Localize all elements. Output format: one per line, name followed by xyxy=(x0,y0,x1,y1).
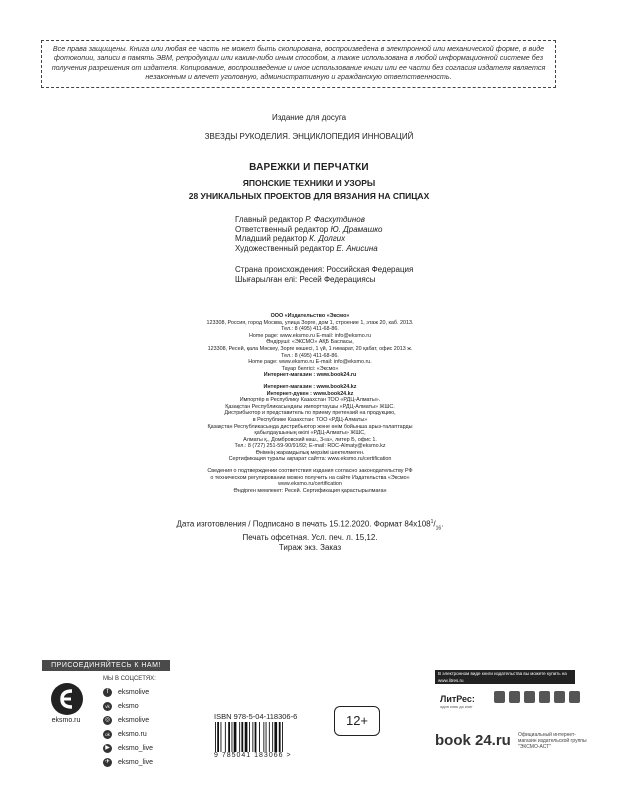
windows-icon xyxy=(524,691,535,703)
vk-icon: vk xyxy=(103,702,112,711)
publisher-line: Импортёр в Республику Казахстан ТОО «РДЦ-Алматы». xyxy=(239,397,381,404)
publisher-line: Тауар белгісі: «Эксмо» xyxy=(281,365,339,372)
credit-line: Младший редактор К. Долгих xyxy=(235,234,346,244)
book-subtitle-2: 28 УНИКАЛЬНЫХ ПРОЕКТОВ ДЛЯ ВЯЗАНИЯ НА СПИЦАХ xyxy=(188,191,430,201)
facebook-icon: f xyxy=(103,688,112,697)
publisher-line: Дистрибьютор и представитель по приему претензий на продукцию, xyxy=(224,410,396,417)
publisher-line: Сведения о подтверждении соответствия издания согласно законодательству РФ xyxy=(207,468,413,475)
publisher-line: в Республике Казахстан: ТОО «РДЦ-Алматы» xyxy=(252,416,368,423)
tablet-icon xyxy=(569,691,580,703)
publisher-line: www.eksmo.ru/certification xyxy=(278,481,342,488)
book-subtitle: ЯПОНСКИЕ ТЕХНИКИ И УЗОРЫ xyxy=(242,178,376,188)
publisher-line: Сертификация туралы ақпарат сайтта: www.eksmo.ru/certification xyxy=(228,456,392,463)
age-rating: 12+ xyxy=(334,706,380,736)
publisher-line: Интернет-магазин : www.book24.kz xyxy=(263,383,357,390)
litres-tagline: один клик до книг xyxy=(440,704,473,709)
production-line: Тираж экз. Заказ xyxy=(278,543,342,553)
social-instagram[interactable]: ◎ eksmolive xyxy=(104,717,150,724)
credit-line: Главный редактор Р. Фасхутдинов xyxy=(235,215,365,224)
odnoklassniki-icon: ok xyxy=(103,730,112,739)
social-heading: МЫ В СОЦСЕТЯХ: xyxy=(103,676,156,682)
join-us-banner: ПРИСОЕДИНЯЙТЕСЬ К НАМ! xyxy=(42,660,170,671)
publisher-line: 123308, Россия, город Москва, улица Зорге, дом 1, строение 1, этаж 20, каб. 2013. xyxy=(206,319,414,326)
social-vk[interactable]: vk eksmo xyxy=(103,702,139,711)
isbn: ISBN 978-5-04-118306-6 xyxy=(214,712,298,721)
social-facebook[interactable]: f eksmolive xyxy=(103,688,149,697)
book-title: ВАРЕЖКИ И ПЕРЧАТКИ xyxy=(249,162,369,173)
app-store-icons xyxy=(494,691,580,703)
publisher-line: ООО «Издательство «Эксмо» xyxy=(270,313,350,319)
litres-banner: В электронном виде книги издательства вы можете купить на www.litres.ru xyxy=(435,670,575,684)
telegram-icon: ✈ xyxy=(104,759,111,765)
production-line: Дата изготовления / Подписано в печать 15.12.2020. Формат $84х108^1/_{16}$. xyxy=(176,519,444,532)
publisher-line: Home page: www.eksmo.ru E-mail: info@eksmo.ru. xyxy=(248,359,372,366)
mobile-icon xyxy=(539,691,550,703)
litres-logo: ЛитРес: xyxy=(440,694,475,704)
publisher-info xyxy=(160,313,460,494)
origin-country: Страна происхождения: Российская Федерация xyxy=(235,265,414,274)
copyright-notice: Все права защищены. Книга или любая ее часть не может быть скопирована, воспроизведена в электронной или механической форме, в виде фотокопии, записи в память ЭВМ, репродукции или каким-либо иным способом, а также использована в любой информационной системе без получения разрешения от издателя. Копирование, воспроизведение и иное использование книги или ее части без согласия издателя является незаконным и влечет уголовную, административную и гражданскую ответственность. xyxy=(41,40,556,88)
credit-line: Ответственный редактор Ю. Драмашко xyxy=(235,224,383,234)
publisher-line: қабылдаушының өкілі «РДЦ-Алматы» ЖШС, xyxy=(254,430,366,437)
publisher-line: Интернет-магазин : www.book24.ru xyxy=(263,372,357,379)
book24-logo: book 24.ru xyxy=(435,732,511,749)
publisher-line: Қазақстан Республикасындағы импорттаушы «РДЦ-Алматы» ЖШС. xyxy=(225,403,395,410)
eksmo-logo-icon xyxy=(50,682,84,716)
social-odnoklassniki[interactable]: ok eksmo.ru xyxy=(103,730,147,739)
barcode-icon xyxy=(214,722,310,752)
publisher-line: о техническом регулировании можно получить на сайте Издательства «Эксмо» xyxy=(210,474,410,481)
android-icon xyxy=(509,691,520,703)
production-info xyxy=(150,517,470,553)
publisher-line: 123308, Ресей, қала Мәскеу, Зорге көшесі, 1 үй, 1 ғимарат, 20 қабат, офис 2013 ж. xyxy=(207,345,413,352)
publisher-line: Өндірген мемлекет: Ресей. Сертификация қарастырылмаған xyxy=(233,487,387,494)
eksmo-site: eksmo.ru xyxy=(51,717,81,724)
publisher-line: Алматы қ., Домбровский көш., 3«а», литер Б, офис 1. xyxy=(243,436,377,443)
edition-type: Издание для досуга xyxy=(271,113,347,122)
publisher-line: Тел.: 8 (495) 411-68-86. xyxy=(281,326,339,333)
social-telegram[interactable]: ✈ eksmo_live xyxy=(104,759,154,766)
publisher-line: Қазақстан Республикасында дистрибьютор және өнім бойынша арыз-талаптарды xyxy=(207,423,413,430)
production-line: Печать офсетная. Усл. печ. л. 15,12. xyxy=(242,533,378,543)
publisher-line: Өндіруші: «ЭКСМО» АҚБ Баспасы, xyxy=(266,339,354,346)
barcode-number: 9 785041 183066 > xyxy=(214,752,292,759)
pc-icon xyxy=(554,691,565,703)
credit-line: Художественный редактор Е. Анисина xyxy=(235,243,378,253)
youtube-icon: ▶ xyxy=(103,744,112,753)
series-title: ЗВЕЗДЫ РУКОДЕЛИЯ. ЭНЦИКЛОПЕДИЯ ИННОВАЦИЙ xyxy=(204,132,414,141)
book24-description: Официальный интернет-магазин издательской группы "ЭКСМО-АСТ" xyxy=(518,732,587,751)
publisher-line: Интернет-дүкен : www.book24.kz xyxy=(266,390,354,397)
credits xyxy=(235,215,382,253)
publisher-line: Home page: www.eksmo.ru E-mail: info@eksmo.ru xyxy=(248,332,371,339)
apple-icon xyxy=(494,691,505,703)
social-youtube[interactable]: ▶ eksmo_live xyxy=(103,744,153,753)
publisher-line: Тел.: 8 (727) 251-59-90/91/92; E-mail: RDC-Almaty@eksmo.kz xyxy=(234,443,386,450)
publisher-line: Өнімнің жарамдылық мерзімі шектелмеген. xyxy=(255,449,365,456)
publisher-line: Тел.: 8 (495) 411-68-86. xyxy=(281,352,339,359)
instagram-icon: ◎ xyxy=(104,717,111,723)
origin-country-kz: Шығарылған елі: Ресей Федерациясы xyxy=(235,275,376,284)
